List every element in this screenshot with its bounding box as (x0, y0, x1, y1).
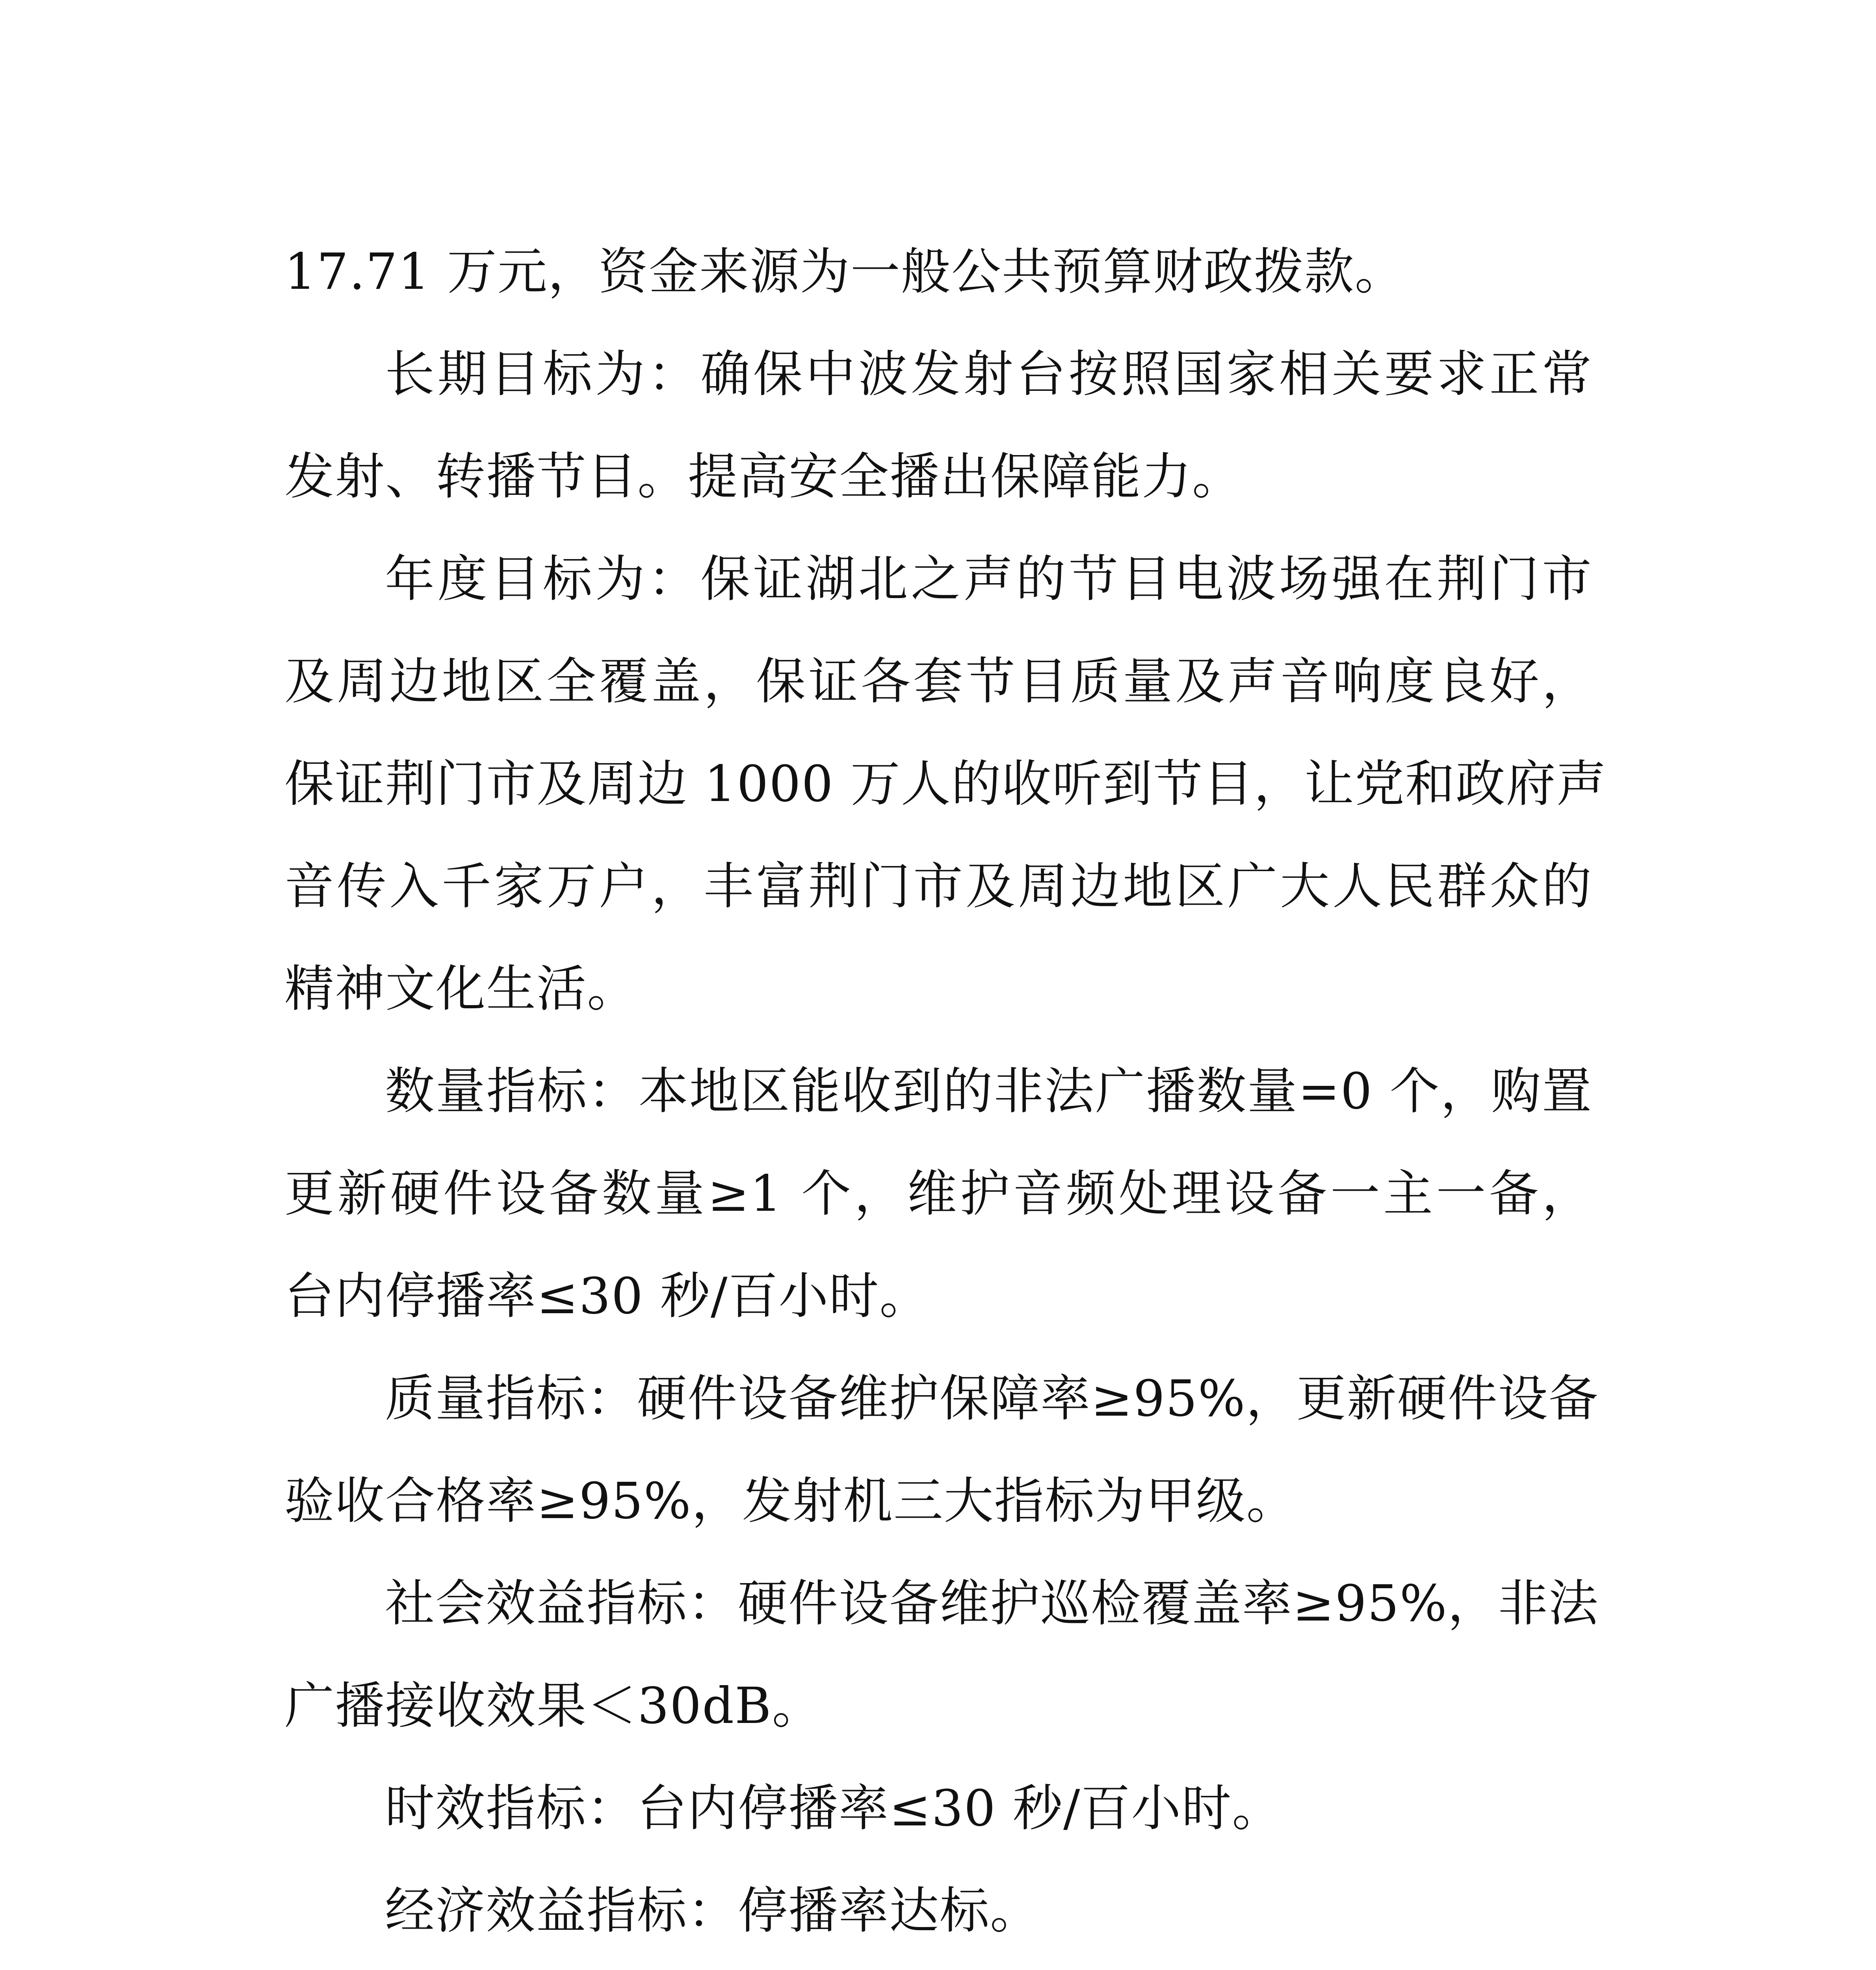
text-line-satisfaction (284, 1962, 1592, 1970)
text-line-quantity-indicator-2: 更新硬件设备数量≥1 个，维护音频处理设备一主一备， (284, 1165, 1592, 1223)
text-line-social-benefit-2: 广播接收效果＜30dB。 (284, 1677, 823, 1735)
text-line-funding-source: 17.71 万元，资金来源为一般公共预算财政拨款。 (284, 243, 1405, 301)
text-line-annual-goal-4: 音传入千家万户，丰富荆门市及周边地区广大人民群众的 (284, 857, 1592, 915)
text-line-quality-indicator-2: 验收合格率≥95%，发射机三大指标为甲级。 (284, 1472, 1297, 1530)
text-line-quantity-indicator-3: 台内停播率≤30 秒/百小时。 (284, 1267, 930, 1325)
text-line-economic-benefit: 经济效益指标：停播率达标。 (385, 1882, 1040, 1940)
text-line-social-benefit-1: 社会效益指标：硬件设备维护巡检覆盖率≥95%，非法 (385, 1574, 1599, 1632)
text-line-annual-goal-2: 及周边地区全覆盖，保证各套节目质量及声音响度良好， (284, 652, 1592, 710)
text-line-quality-indicator-1: 质量指标：硬件设备维护保障率≥95%，更新硬件设备 (385, 1370, 1599, 1427)
text-line-annual-goal-5: 精神文化生活。 (284, 960, 637, 1018)
text-line-annual-goal-3: 保证荆门市及周边 1000 万人的收听到节目，让党和政府声 (284, 755, 1607, 813)
document-body (284, 221, 1607, 1970)
text-line-annual-goal-1: 年度目标为：保证湖北之声的节目电波场强在荆门市 (385, 550, 1592, 608)
text-line-long-term-goal-1: 长期目标为：确保中波发射台按照国家相关要求正常 (385, 345, 1592, 403)
text-line-timeliness-indicator: 时效指标：台内停播率≤30 秒/百小时。 (385, 1779, 1283, 1837)
text-line-long-term-goal-2: 发射、转播节目。提高安全播出保障能力。 (284, 448, 1243, 506)
text-line-quantity-indicator-1: 数量指标：本地区能收到的非法广播数量=0 个，购置 (385, 1062, 1592, 1120)
